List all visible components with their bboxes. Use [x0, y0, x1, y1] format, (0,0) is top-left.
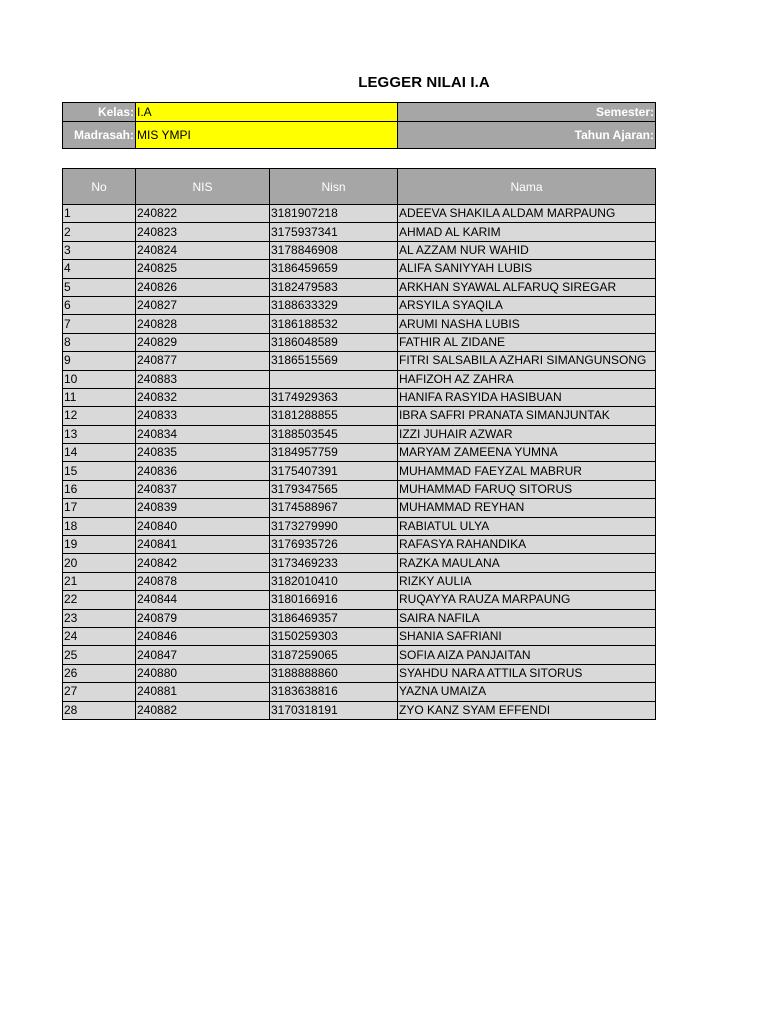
row-nama-cell[interactable]: YAZNA UMAIZA — [398, 683, 656, 701]
row-nisn-cell[interactable]: 3181907218 — [270, 205, 398, 223]
row-nisn-cell[interactable]: 3170318191 — [270, 701, 398, 719]
row-no-cell[interactable]: 9 — [63, 352, 136, 370]
row-nis-cell[interactable]: 240823 — [136, 223, 270, 241]
row-nisn-cell[interactable]: 3175407391 — [270, 462, 398, 480]
tahun-ajaran-label: Tahun Ajaran: — [398, 122, 656, 149]
row-nisn-cell[interactable]: 3186048589 — [270, 333, 398, 351]
table-row — [63, 407, 656, 425]
header-nisn: Nisn — [270, 169, 398, 205]
header-nama: Nama — [398, 169, 656, 205]
row-nisn-cell[interactable]: 3182479583 — [270, 278, 398, 296]
table-row — [63, 664, 656, 682]
row-no-cell[interactable]: 19 — [63, 536, 136, 554]
row-nisn-cell[interactable]: 3187259065 — [270, 646, 398, 664]
row-nis-cell[interactable]: 240841 — [136, 536, 270, 554]
row-nisn-cell[interactable]: 3186515569 — [270, 352, 398, 370]
table-row — [63, 609, 656, 627]
row-nama-cell[interactable]: MUHAMMAD REYHAN — [398, 499, 656, 517]
student-table — [62, 168, 656, 720]
table-row — [63, 554, 656, 572]
table-row — [63, 646, 656, 664]
row-nisn-cell[interactable]: 3188888860 — [270, 664, 398, 682]
row-no-cell[interactable]: 13 — [63, 425, 136, 443]
row-nisn-cell[interactable]: 3150259303 — [270, 627, 398, 645]
row-nis-cell[interactable]: 240880 — [136, 664, 270, 682]
table-row — [63, 572, 656, 590]
row-nis-cell[interactable]: 240822 — [136, 205, 270, 223]
kelas-label: Kelas: — [63, 103, 136, 122]
row-no-cell[interactable]: 14 — [63, 444, 136, 462]
row-nama-cell[interactable]: RABIATUL ULYA — [398, 517, 656, 535]
row-nama-cell[interactable]: HANIFA RASYIDA HASIBUAN — [398, 388, 656, 406]
row-no-cell[interactable]: 4 — [63, 260, 136, 278]
row-nama-cell[interactable]: RAZKA MAULANA — [398, 554, 656, 572]
row-nis-cell[interactable]: 240839 — [136, 499, 270, 517]
row-nis-cell[interactable]: 240882 — [136, 701, 270, 719]
row-nama-cell[interactable]: SOFIA AIZA PANJAITAN — [398, 646, 656, 664]
row-nama-cell[interactable]: RUQAYYA RAUZA MARPAUNG — [398, 591, 656, 609]
row-nis-cell[interactable]: 240879 — [136, 609, 270, 627]
row-nisn-cell[interactable]: 3174588967 — [270, 499, 398, 517]
table-row — [63, 444, 656, 462]
header-no: No — [63, 169, 136, 205]
table-row — [63, 352, 656, 370]
row-nis-cell[interactable]: 240832 — [136, 388, 270, 406]
row-nisn-cell[interactable]: 3182010410 — [270, 572, 398, 590]
table-row — [63, 536, 656, 554]
table-row — [63, 425, 656, 443]
row-nama-cell[interactable]: IZZI JUHAIR AZWAR — [398, 425, 656, 443]
row-no-cell[interactable]: 25 — [63, 646, 136, 664]
row-nisn-cell[interactable]: 3188633329 — [270, 296, 398, 314]
row-nisn-cell[interactable]: 3181288855 — [270, 407, 398, 425]
table-row — [63, 260, 656, 278]
row-nisn-cell[interactable]: 3173469233 — [270, 554, 398, 572]
row-nama-cell[interactable]: MARYAM ZAMEENA YUMNA — [398, 444, 656, 462]
row-nis-cell[interactable]: 240844 — [136, 591, 270, 609]
table-row — [63, 315, 656, 333]
row-nisn-cell[interactable]: 3184957759 — [270, 444, 398, 462]
table-row — [63, 499, 656, 517]
row-nis-cell[interactable]: 240878 — [136, 572, 270, 590]
row-nis-cell[interactable]: 240827 — [136, 296, 270, 314]
table-row — [63, 683, 656, 701]
row-nama-cell[interactable]: RAFASYA RAHANDIKA — [398, 536, 656, 554]
row-nis-cell[interactable]: 240835 — [136, 444, 270, 462]
table-row — [63, 333, 656, 351]
row-no-cell[interactable]: 28 — [63, 701, 136, 719]
table-row — [63, 278, 656, 296]
page-title: LEGGER NILAI I.A — [358, 74, 490, 91]
row-no-cell[interactable]: 22 — [63, 591, 136, 609]
row-nama-cell[interactable]: SYAHDU NARA ATTILA SITORUS — [398, 664, 656, 682]
row-nis-cell[interactable]: 240836 — [136, 462, 270, 480]
row-nis-cell[interactable]: 240834 — [136, 425, 270, 443]
row-nisn-cell[interactable]: 3186469357 — [270, 609, 398, 627]
row-no-cell[interactable]: 15 — [63, 462, 136, 480]
row-nis-cell[interactable]: 240877 — [136, 352, 270, 370]
madrasah-label: Madrasah: — [63, 122, 136, 149]
row-no-cell[interactable]: 16 — [63, 480, 136, 498]
row-no-cell[interactable]: 17 — [63, 499, 136, 517]
info-table — [62, 102, 656, 149]
row-nama-cell[interactable]: AHMAD AL KARIM — [398, 223, 656, 241]
semester-label: Semester: — [398, 103, 656, 122]
row-no-cell[interactable]: 1 — [63, 205, 136, 223]
row-nis-cell[interactable]: 240846 — [136, 627, 270, 645]
student-rows — [63, 205, 656, 720]
row-nisn-cell[interactable]: 3183638816 — [270, 683, 398, 701]
row-nis-cell[interactable]: 240837 — [136, 480, 270, 498]
row-nis-cell[interactable]: 240833 — [136, 407, 270, 425]
row-no-cell[interactable]: 21 — [63, 572, 136, 590]
info-row-madrasah — [63, 122, 656, 149]
table-row — [63, 370, 656, 388]
row-nis-cell[interactable]: 240840 — [136, 517, 270, 535]
row-nisn-cell[interactable]: 3186188532 — [270, 315, 398, 333]
table-row — [63, 462, 656, 480]
row-no-cell[interactable]: 3 — [63, 241, 136, 259]
row-nisn-cell[interactable]: 3178846908 — [270, 241, 398, 259]
row-nama-cell[interactable]: ARKHAN SYAWAL ALFARUQ SIREGAR — [398, 278, 656, 296]
row-no-cell[interactable]: 5 — [63, 278, 136, 296]
row-nama-cell[interactable]: ADEEVA SHAKILA ALDAM MARPAUNG — [398, 205, 656, 223]
row-no-cell[interactable]: 7 — [63, 315, 136, 333]
row-nama-cell[interactable]: SAIRA NAFILA — [398, 609, 656, 627]
row-no-cell[interactable]: 6 — [63, 296, 136, 314]
row-nama-cell[interactable]: IBRA SAFRI PRANATA SIMANJUNTAK — [398, 407, 656, 425]
table-row — [63, 591, 656, 609]
header-nis: NIS — [136, 169, 270, 205]
row-nama-cell[interactable]: SHANIA SAFRIANI — [398, 627, 656, 645]
row-nisn-cell[interactable]: 3176935726 — [270, 536, 398, 554]
madrasah-value[interactable]: MIS YMPI — [136, 122, 398, 149]
row-nisn-cell[interactable]: 3188503545 — [270, 425, 398, 443]
row-nama-cell[interactable]: ARSYILA SYAQILA — [398, 296, 656, 314]
row-nama-cell[interactable]: AL AZZAM NUR WAHID — [398, 241, 656, 259]
row-nama-cell[interactable]: MUHAMMAD FAEYZAL MABRUR — [398, 462, 656, 480]
row-nama-cell[interactable]: ALIFA SANIYYAH LUBIS — [398, 260, 656, 278]
table-row — [63, 223, 656, 241]
row-nis-cell[interactable]: 240826 — [136, 278, 270, 296]
row-nama-cell[interactable]: FATHIR AL ZIDANE — [398, 333, 656, 351]
row-no-cell[interactable]: 8 — [63, 333, 136, 351]
row-nisn-cell[interactable] — [270, 370, 398, 388]
table-row — [63, 241, 656, 259]
row-nama-cell[interactable]: HAFIZOH AZ ZAHRA — [398, 370, 656, 388]
row-nis-cell[interactable]: 240824 — [136, 241, 270, 259]
row-nisn-cell[interactable]: 3174929363 — [270, 388, 398, 406]
row-no-cell[interactable]: 23 — [63, 609, 136, 627]
header-row — [63, 169, 656, 205]
table-row — [63, 517, 656, 535]
table-row — [63, 205, 656, 223]
row-no-cell[interactable]: 18 — [63, 517, 136, 535]
table-row — [63, 627, 656, 645]
row-no-cell[interactable]: 20 — [63, 554, 136, 572]
table-row — [63, 388, 656, 406]
row-nis-cell[interactable]: 240842 — [136, 554, 270, 572]
row-nisn-cell[interactable]: 3179347565 — [270, 480, 398, 498]
row-no-cell[interactable]: 12 — [63, 407, 136, 425]
row-nisn-cell[interactable]: 3173279990 — [270, 517, 398, 535]
row-no-cell[interactable]: 26 — [63, 664, 136, 682]
row-nama-cell[interactable]: FITRI SALSABILA AZHARI SIMANGUNSONG — [398, 352, 656, 370]
table-row — [63, 701, 656, 719]
row-nama-cell[interactable]: ZYO KANZ SYAM EFFENDI — [398, 701, 656, 719]
row-nisn-cell[interactable]: 3186459659 — [270, 260, 398, 278]
row-no-cell[interactable]: 2 — [63, 223, 136, 241]
row-no-cell[interactable]: 11 — [63, 388, 136, 406]
row-no-cell[interactable]: 27 — [63, 683, 136, 701]
row-nis-cell[interactable]: 240828 — [136, 315, 270, 333]
info-row-kelas — [63, 103, 656, 122]
row-nama-cell[interactable]: MUHAMMAD FARUQ SITORUS — [398, 480, 656, 498]
row-nis-cell[interactable]: 240825 — [136, 260, 270, 278]
row-no-cell[interactable]: 24 — [63, 627, 136, 645]
row-nama-cell[interactable]: RIZKY AULIA — [398, 572, 656, 590]
row-no-cell[interactable]: 10 — [63, 370, 136, 388]
row-nisn-cell[interactable]: 3175937341 — [270, 223, 398, 241]
row-nis-cell[interactable]: 240847 — [136, 646, 270, 664]
row-nisn-cell[interactable]: 3180166916 — [270, 591, 398, 609]
row-nis-cell[interactable]: 240883 — [136, 370, 270, 388]
table-row — [63, 480, 656, 498]
row-nis-cell[interactable]: 240829 — [136, 333, 270, 351]
row-nis-cell[interactable]: 240881 — [136, 683, 270, 701]
kelas-value[interactable]: I.A — [136, 103, 398, 122]
row-nama-cell[interactable]: ARUMI NASHA LUBIS — [398, 315, 656, 333]
table-row — [63, 296, 656, 314]
